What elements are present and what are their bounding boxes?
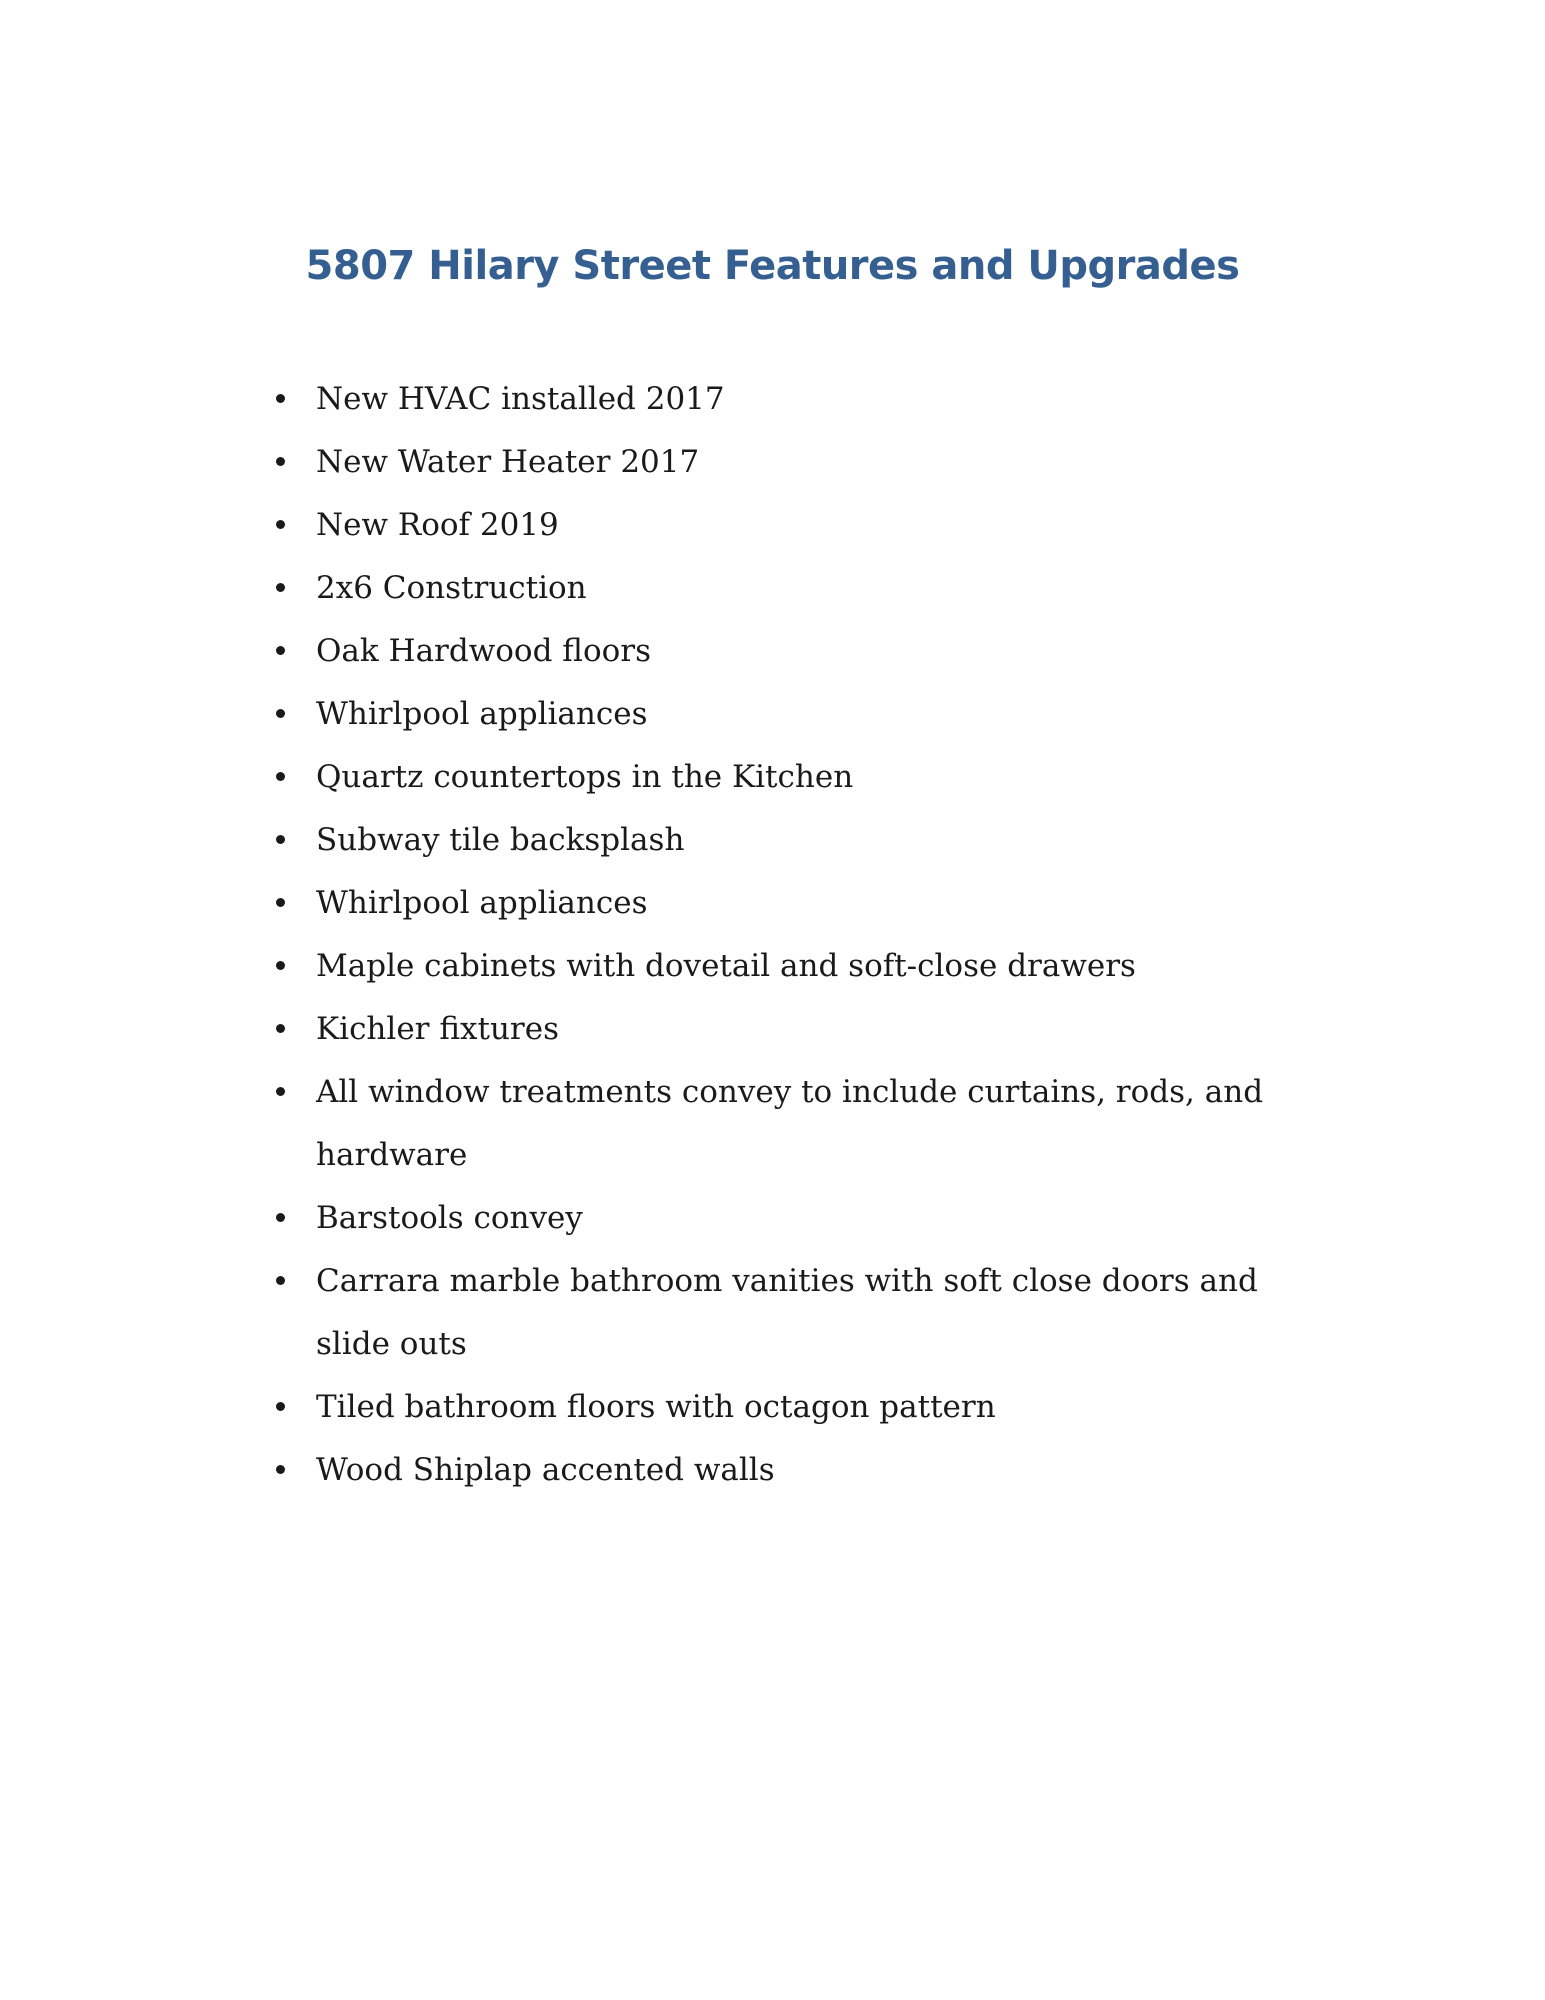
list-item-text: Whirlpool appliances bbox=[316, 696, 648, 732]
list-item bbox=[270, 620, 1310, 683]
list-item-text: New Roof 2019 bbox=[316, 507, 559, 543]
bullet-icon bbox=[274, 431, 286, 494]
list-item bbox=[270, 431, 1310, 494]
list-item bbox=[270, 683, 1310, 746]
list-item-text: 2x6 Construction bbox=[316, 570, 587, 606]
list-item bbox=[270, 746, 1310, 809]
list-item bbox=[270, 368, 1310, 431]
list-item bbox=[270, 1187, 1310, 1250]
list-item-text: Tiled bathroom floors with octagon pattern bbox=[316, 1389, 996, 1425]
list-item-text: New Water Heater 2017 bbox=[316, 444, 700, 480]
bullet-icon bbox=[274, 998, 286, 1061]
list-item-text: New HVAC installed 2017 bbox=[316, 381, 725, 417]
bullet-icon bbox=[274, 1187, 286, 1250]
list-item-text: Maple cabinets with dovetail and soft-close drawers bbox=[316, 948, 1136, 984]
list-item-text: Subway tile backsplash bbox=[316, 822, 685, 858]
page-title: 5807 Hilary Street Features and Upgrades bbox=[305, 243, 1240, 289]
bullet-icon bbox=[274, 557, 286, 620]
list-item bbox=[270, 998, 1310, 1061]
bullet-icon bbox=[274, 872, 286, 935]
bullet-icon bbox=[274, 746, 286, 809]
list-item bbox=[270, 1250, 1310, 1376]
list-item bbox=[270, 494, 1310, 557]
feature-list bbox=[270, 368, 1310, 1502]
list-item-text: Wood Shiplap accented walls bbox=[316, 1452, 775, 1488]
bullet-icon bbox=[274, 1376, 286, 1439]
list-item bbox=[270, 1376, 1310, 1439]
list-item bbox=[270, 872, 1310, 935]
bullet-icon bbox=[274, 368, 286, 431]
bullet-icon bbox=[274, 1061, 286, 1124]
list-item-text: All window treatments convey to include curtains, rods, and hardware bbox=[316, 1074, 1264, 1173]
list-item bbox=[270, 1439, 1310, 1502]
list-item-text: Quartz countertops in the Kitchen bbox=[316, 759, 854, 795]
list-item bbox=[270, 557, 1310, 620]
list-item-text: Kichler fixtures bbox=[316, 1011, 559, 1047]
bullet-icon bbox=[274, 683, 286, 746]
bullet-icon bbox=[274, 1250, 286, 1313]
bullet-icon bbox=[274, 1439, 286, 1502]
bullet-icon bbox=[274, 494, 286, 557]
bullet-icon bbox=[274, 935, 286, 998]
list-item-text: Carrara marble bathroom vanities with soft close doors and slide outs bbox=[316, 1263, 1258, 1362]
list-item-text: Barstools convey bbox=[316, 1200, 583, 1236]
bullet-icon bbox=[274, 809, 286, 872]
list-item bbox=[270, 809, 1310, 872]
list-item bbox=[270, 935, 1310, 998]
list-item-text: Oak Hardwood floors bbox=[316, 633, 652, 669]
list-item bbox=[270, 1061, 1310, 1187]
bullet-icon bbox=[274, 620, 286, 683]
list-item-text: Whirlpool appliances bbox=[316, 885, 648, 921]
